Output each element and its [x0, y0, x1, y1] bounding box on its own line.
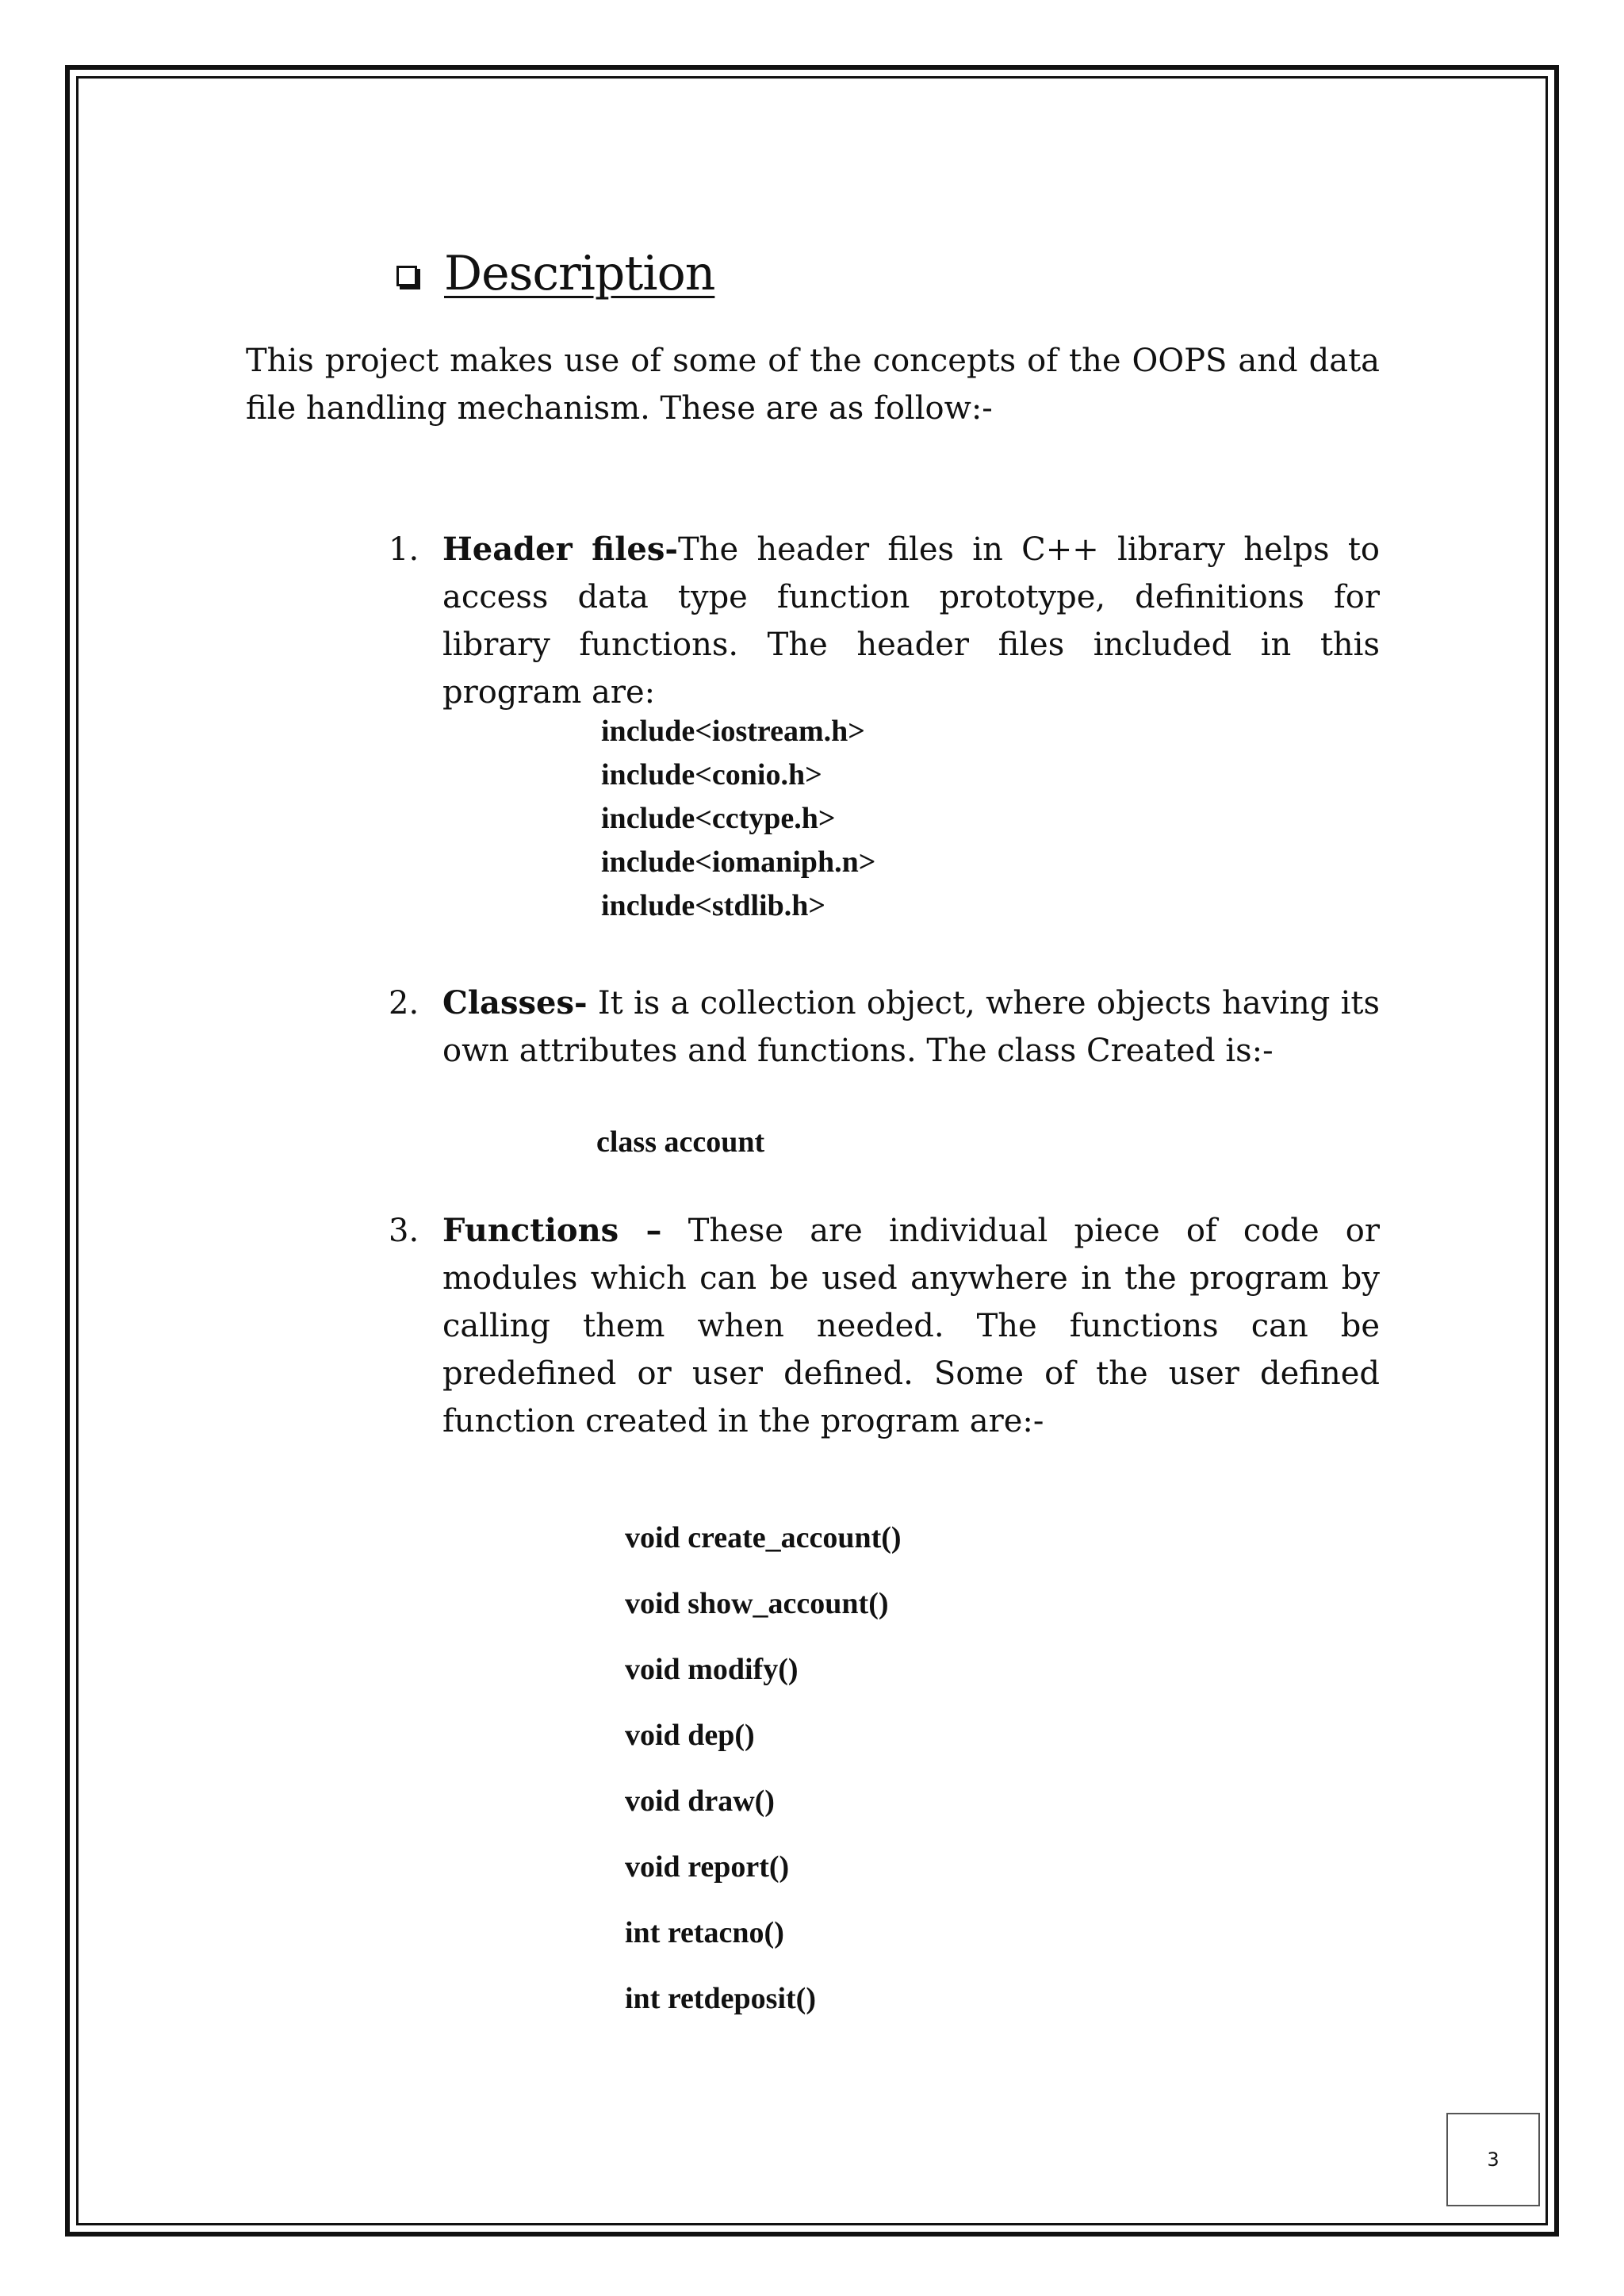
code-line: class account [596, 1125, 765, 1159]
list-item-number: 1. [389, 531, 419, 568]
list-item-title: Header files- [442, 531, 678, 568]
list-item-text: It is a collection object, where objects having its own attributes and functions. The class Created is:- [442, 985, 1380, 1069]
page-number [1446, 2113, 1540, 2206]
list-item-title: Functions – [442, 1212, 662, 1249]
heading-title: Description [444, 246, 715, 301]
code-line: void create_account() [625, 1521, 902, 1554]
code-line: void report() [625, 1850, 790, 1884]
list-item-body [442, 979, 1380, 1075]
code-line: include<iostream.h> [601, 715, 865, 748]
code-line: include<iomaniph.n> [601, 845, 876, 879]
code-line: include<conio.h> [601, 758, 822, 792]
code-line: void show_account() [625, 1587, 889, 1620]
code-line: void modify() [625, 1653, 799, 1686]
code-line: void draw() [625, 1784, 775, 1818]
code-line: int retacno() [625, 1916, 784, 1949]
list-item-header-files [389, 526, 1380, 716]
code-line: int retdeposit() [625, 1982, 816, 2015]
list-item-number: 2. [389, 985, 419, 1022]
code-line: include<stdlib.h> [601, 889, 826, 922]
list-item-title: Classes- [442, 984, 588, 1022]
list-item-functions [389, 1207, 1380, 1445]
list-item-classes [389, 979, 1380, 1075]
code-line: include<cctype.h> [601, 802, 836, 835]
page-number-text: 3 [1487, 2148, 1500, 2171]
functions-code-block [625, 1505, 902, 2032]
header-files-code-block [601, 710, 875, 928]
checkbox-bullet-icon [396, 266, 417, 286]
list-item-text: The header files in C++ library helps to access data type function prototype, definitions for library functions. The header files included in this program are: [442, 531, 1380, 711]
classes-code-block [596, 1121, 764, 1164]
code-line: void dep() [625, 1719, 755, 1752]
list-item-text: These are individual piece of code or modules which can be used anywhere in the program by calling them when needed. The functions can be predefined or user defined. Some of the user defined function created in the program are:- [442, 1213, 1380, 1439]
list-item-body [442, 526, 1380, 716]
section-heading [396, 246, 714, 301]
list-item-body [442, 1207, 1380, 1445]
list-item-number: 3. [389, 1213, 419, 1249]
intro-paragraph: This project makes use of some of the concepts of the OOPS and data file handling mechanism. These are as follow:- [246, 343, 1380, 427]
